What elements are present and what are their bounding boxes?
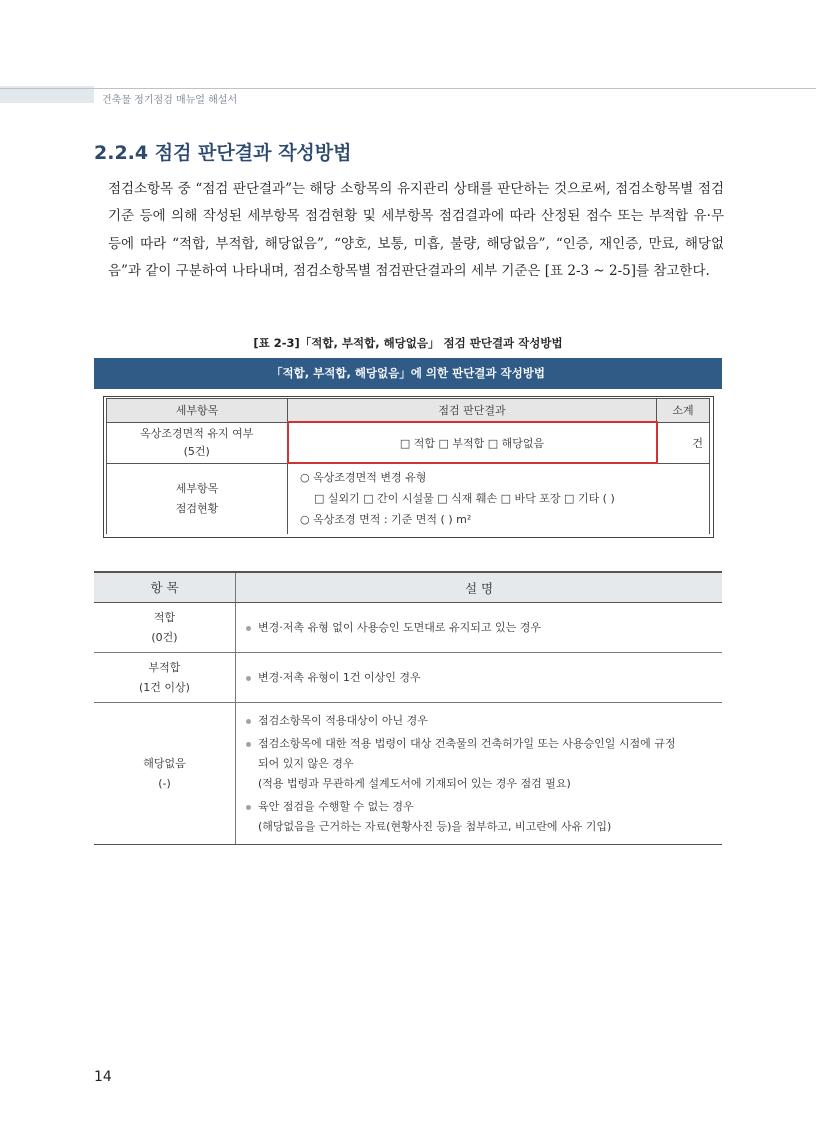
form-status-content [288, 463, 710, 534]
form-item-row [107, 422, 710, 463]
form-status-row [107, 463, 710, 534]
criteria-label-fail-name: 부적합 [148, 660, 181, 674]
criteria-bullet: 점검소항목에 대한 적용 법령이 대상 건축물의 건축허가일 또는 사용승인일 시점에 규정 [244, 734, 721, 754]
criteria-label-fail [94, 653, 236, 703]
criteria-row-pass [94, 603, 722, 653]
form-status-label-line1: 세부항목 [175, 481, 219, 495]
form-header-result: 점검 판단결과 [288, 399, 657, 423]
form-status-label-line2: 점검현황 [175, 501, 219, 515]
criteria-label-fail-count: (1건 이상) [139, 680, 190, 694]
criteria-bullet: 육안 점검을 수행할 수 없는 경우 [244, 797, 721, 817]
form-item-cell [107, 422, 288, 463]
form-item-count: (5건) [183, 444, 210, 458]
form-header-item: 세부항목 [107, 399, 288, 423]
criteria-label-pass [94, 603, 236, 653]
criteria-bullet: 변경·저촉 유형 없이 사용승인 도면대로 유지되고 있는 경우 [244, 618, 721, 638]
criteria-header-desc: 설 명 [236, 572, 723, 603]
form-result-options: □ 적합 □ 부적합 □ 해당없음 [288, 422, 657, 463]
form-item-name: 옥상조경면적 유지 여부 [140, 426, 254, 440]
form-status-line3: ○ 옥상조경 면적 : 기준 면적 ( ) m² [300, 513, 472, 527]
table-caption: [표 2-3]「적합, 부적합, 해당없음」 점검 판단결과 작성방법 [253, 336, 563, 350]
form-status-label [107, 463, 288, 534]
criteria-desc-fail [236, 653, 723, 703]
header-rule [0, 88, 816, 89]
criteria-row-na [94, 703, 722, 845]
criteria-table [94, 571, 722, 845]
criteria-label-pass-count: (0건) [151, 630, 178, 644]
section-title: 2.2.4 점검 판단결과 작성방법 [94, 142, 352, 164]
criteria-desc-na [236, 703, 723, 845]
criteria-label-na-name: 해당없음 [143, 756, 186, 770]
criteria-label-na [94, 703, 236, 845]
criteria-desc-pass [236, 603, 723, 653]
page-number: 14 [94, 1069, 112, 1085]
criteria-bullet-continuation: (해당없음을 근거하는 자료(현황사진 등)을 첨부하고, 비고란에 사유 기입) [258, 819, 612, 833]
body-paragraph: 점검소항목 중 “점검 판단결과”는 해당 소항목의 유지관리 상태를 판단하는 것으로써, 점검소항목별 점검기준 등에 의해 작성된 세부항목 점검현황 및 세부항목 점검결과에 따라 산정된 점수 또는 부적합 유·무 등에 따라 “적합, 부적합, 해당없음”, “양호, 보통, 미흡, 불량, 해당없음”, “인증, 재인증, 만료, 해당없음”과 같이 구분하여 나타내며, 점검소항목별 점검판단결과의 세부 기준은 [표 2-3 ~ 2-5]를 참고한다. [108, 181, 724, 280]
criteria-header-item: 항 목 [94, 572, 236, 603]
criteria-bullet-continuation: 되어 있지 않은 경우 [258, 756, 354, 770]
criteria-bullet-continuation: (적용 법령과 무관하게 설계도서에 기재되어 있는 경우 점검 필요) [258, 776, 571, 790]
running-title: 건축물 정기점검 매뉴얼 해설서 [102, 95, 238, 106]
form-banner: 「적합, 부적합, 해당없음」에 의한 판단결과 작성방법 [94, 358, 722, 389]
form-header-row [107, 399, 710, 423]
criteria-label-na-count: (-) [158, 776, 171, 790]
form-subtotal-value: 건 [657, 422, 710, 463]
form-status-line1: ○ 옥상조경면적 변경 유형 [300, 471, 427, 485]
criteria-header-row [94, 572, 722, 603]
form-header-subtotal: 소계 [657, 399, 710, 423]
criteria-bullet: 변경·저촉 유형이 1건 이상인 경우 [244, 668, 721, 688]
criteria-bullet: 점검소항목이 적용대상이 아닌 경우 [244, 711, 721, 731]
criteria-row-fail [94, 653, 722, 703]
example-form-table [106, 398, 710, 534]
form-status-line2: □ 실외기 □ 간이 시설물 □ 식재 훼손 □ 바닥 포장 □ 기타 ( ) [314, 492, 615, 506]
criteria-label-pass-name: 적합 [153, 610, 176, 624]
